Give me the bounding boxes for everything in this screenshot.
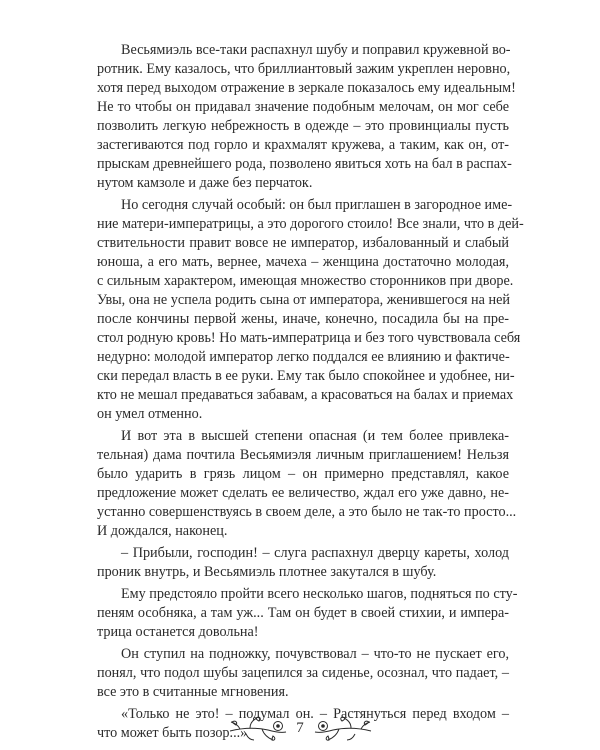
paragraph [97, 585, 518, 642]
text-line: проник внутрь, и Весьямиэль плотнее закутался в шубу. [97, 564, 437, 580]
text-line: трица останется довольна! [97, 624, 259, 640]
text-line: с сильным характером, имеющая множество сторонников при дворе. [97, 273, 514, 289]
text-line: позволить легкую небрежность в одежде – это провинциалы пусть [97, 118, 509, 134]
text-line: ротник. Ему казалось, что бриллиантовый зажим укреплен неровно, [97, 61, 511, 77]
body-text [97, 41, 524, 746]
text-line: Он ступил на подножку, почувствовал – что-то не пускает его, [121, 646, 509, 662]
text-line: ние матери-императрицы, а это дорогого стоило! Все знали, что в дей- [97, 216, 524, 232]
text-line: ски передал власть в ее руки. Ему так было спокойнее и удобнее, ни- [97, 368, 515, 384]
text-line: после кончины первой жены, иначе, конечно, посадила бы на пре- [97, 311, 509, 327]
text-line: кто не мешал предаваться забавам, а красоваться на балах и приемах [97, 387, 514, 403]
floral-branch-icon [313, 714, 373, 744]
text-line: Весьямиэль все-таки распахнул шубу и поправил кружевной во- [121, 42, 511, 58]
text-line: было ударить в грязь лицом – он примерно представлял, какое [97, 466, 509, 482]
text-line: застегиваются под горло и крахмалят кружева, а таким, как он, от- [97, 137, 509, 153]
paragraph [97, 196, 524, 424]
text-line: ствительности правит вовсе не император, избалованный и слабый [97, 235, 509, 251]
text-line: устанно совершенствуясь в своем деле, а это было не так-то просто... [97, 504, 517, 520]
page-number: 7 [296, 720, 304, 736]
text-line: – Прибыли, господин! – слуга распахнул дверцу кареты, холод [121, 545, 509, 561]
text-line: юноша, а его мать, вернее, мачеха – женщина достаточно молодая, [97, 254, 509, 270]
text-line: понял, что подол шубы зацепился за сиденье, осознал, что падает, – [97, 665, 509, 681]
text-line: Не то чтобы он придавал значение подобным мелочам, он мог себе [97, 99, 509, 115]
text-line: нутом камзоле и даже без перчаток. [97, 175, 313, 191]
paragraph [97, 645, 509, 702]
text-line: И дождался, наконец. [97, 523, 228, 539]
paragraph [97, 427, 517, 541]
text-line: И вот эта в высшей степени опасная (и тем более привлека- [121, 428, 509, 444]
paragraph [97, 544, 509, 582]
text-line: Увы, она не успела родить сына от императора, женившегося на ней [97, 292, 510, 308]
text-line: пеням особняка, а там уж... Там он будет в своей стихии, и импера- [97, 605, 509, 621]
text-line: предложение может сделать ее величество, ждал его уже давно, не- [97, 485, 509, 501]
text-line: хотя перед выходом отражение в зеркале показалось ему идеальным! [97, 80, 516, 96]
text-line: прыскам древнейшего рода, позволено явиться хоть на бал в распах- [97, 156, 512, 172]
text-line: что может быть позор...» [97, 725, 248, 741]
text-line: «Только не это! – подумал он. – Растянуться перед входом – [121, 706, 509, 722]
text-line: стол родную кровь! Но мать-императрица и без того чувствовала себя [97, 330, 521, 346]
text-line: недурно: молодой император легко поддался ее влиянию и фактиче- [97, 349, 510, 365]
text-line: Но сегодня случай особый: он был приглашен в загородное име- [121, 197, 513, 213]
text-line: Ему предстояло пройти всего несколько шагов, подняться по сту- [121, 586, 518, 602]
text-line: он умел отменно. [97, 406, 203, 422]
text-line: все это в считанные мгновения. [97, 684, 289, 700]
page-footer [0, 714, 600, 744]
paragraph [97, 41, 516, 193]
text-line: тельная) дама почтила Весьямиэля личным приглашением! Нельзя [97, 447, 509, 463]
